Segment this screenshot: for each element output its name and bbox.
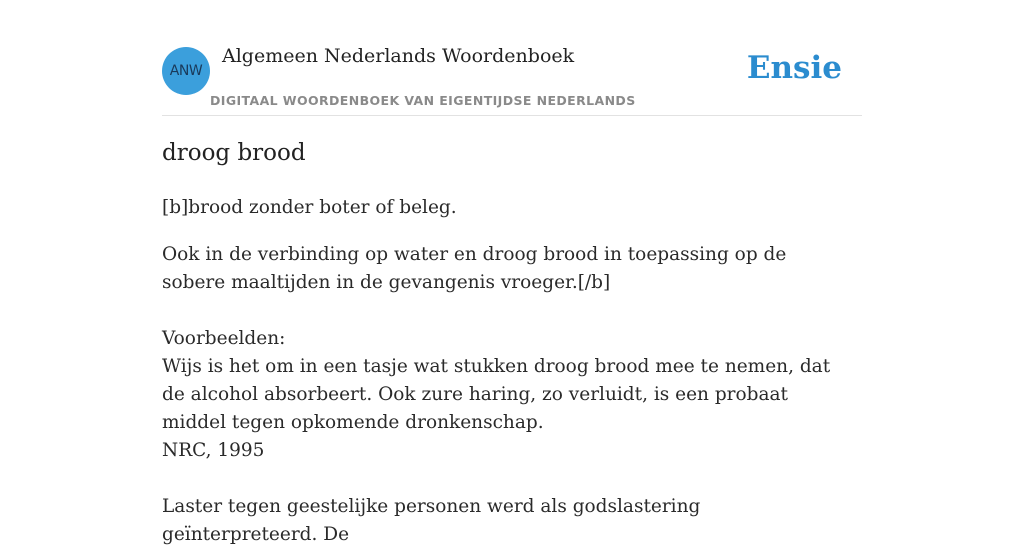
examples-label: Voorbeelden:	[162, 328, 286, 349]
site-subtitle: DIGITAAL WOORDENBOEK VAN EIGENTIJDSE NEDERLANDS	[210, 93, 636, 108]
entry-definition	[162, 194, 852, 549]
page	[162, 0, 862, 545]
spacer	[162, 465, 852, 493]
definition-first-line: [b]brood zonder boter of beleg.	[162, 197, 457, 218]
site-header	[162, 0, 862, 116]
entry-term: droog brood	[162, 140, 306, 166]
example-source: NRC, 1995	[162, 440, 265, 461]
spacer	[162, 297, 852, 325]
example-text: Wijs is het om in een tasje wat stukken droog brood mee te nemen, dat de alcohol absorbeert. Ook zure haring, zo verluidt, is een probaat middel tegen opkomende dronkenschap.	[162, 356, 831, 433]
anw-logo[interactable]: ANW	[162, 47, 210, 95]
ensie-brand-link[interactable]: Ensie	[746, 50, 842, 86]
definition-second-paragraph: Ook in de verbinding op water en droog brood in toepassing op de sobere maaltijden in de gevangenis vroeger.[/b]	[162, 244, 787, 293]
site-title[interactable]: Algemeen Nederlands Woordenboek	[222, 45, 575, 67]
example-text: Laster tegen geestelijke personen werd als godslastering geïnterpreteerd. De	[162, 496, 701, 545]
